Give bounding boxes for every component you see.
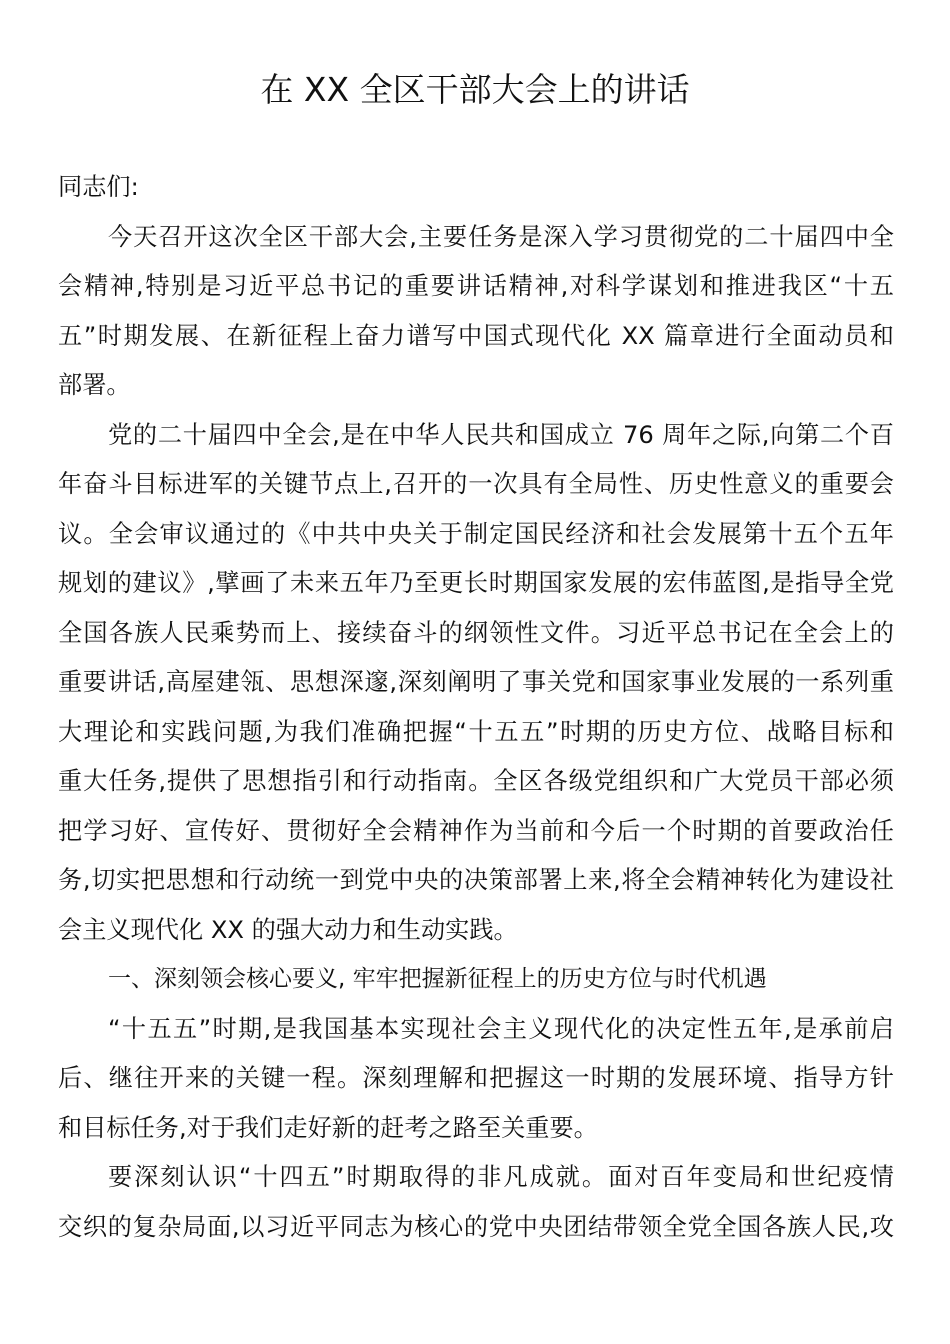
paragraph-line: 交织的复杂局面,以习近平同志为核心的党中央团结带领全党全国各族人民,攻 (58, 1212, 894, 1241)
paragraph-line: 部署。 (58, 371, 131, 399)
paragraph-line: 重大任务,提供了思想指引和行动指南。全区各级党组织和广大党员干部必须 (58, 767, 894, 795)
paragraph-line: 五”时期发展、在新征程上奋力谱写中国式现代化 XX 篇章进行全面动员和 (58, 321, 894, 350)
document-body (58, 163, 894, 1252)
section-heading-1: 一、深刻领会核心要义, 牢牢把握新征程上的历史方位与时代机遇 (108, 966, 767, 992)
paragraph-line: 全国各族人民乘势而上、接续奋斗的纲领性文件。习近平总书记在全会上的 (58, 618, 894, 647)
document-title: 在 XX 全区干部大会上的讲话 (260, 70, 690, 109)
salutation: 同志们: (58, 173, 139, 201)
paragraph-plenum (58, 411, 894, 956)
paragraph-fourteenth-plan (58, 1153, 894, 1252)
paragraph-line: 后、继往开来的关键一程。深刻理解和把握这一时期的发展环境、指导方针 (58, 1064, 894, 1092)
paragraph-line: 务,切实把思想和行动统一到党中央的决策部署上来,将全会精神转化为建设社 (58, 866, 894, 894)
paragraph-line: 今天召开这次全区干部大会,主要任务是深入学习贯彻党的二十届四中全 (108, 222, 894, 251)
paragraph-line: 年奋斗目标进军的关键节点上,召开的一次具有全局性、历史性意义的重要会 (58, 470, 894, 498)
paragraph-line: “十五五”时期,是我国基本实现社会主义现代化的决定性五年,是承前启 (108, 1014, 894, 1043)
paragraph-line: 重要讲话,高屋建瓴、思想深邃,深刻阐明了事关党和国家事业发展的一系列重 (58, 668, 894, 696)
paragraph-line: 和目标任务,对于我们走好新的赶考之路至关重要。 (58, 1113, 598, 1142)
paragraph-line: 议。全会审议通过的《中共中央关于制定国民经济和社会发展第十五个五年 (58, 519, 894, 548)
paragraph-line: 要深刻认识“十四五”时期取得的非凡成就。面对百年变局和世纪疫情 (108, 1163, 894, 1191)
paragraph-line: 会精神,特别是习近平总书记的重要讲话精神,对科学谋划和推进我区“十五 (58, 272, 894, 300)
paragraph-line: 党的二十届四中全会,是在中华人民共和国成立 76 周年之际,向第二个百 (108, 420, 894, 449)
paragraph-line: 把学习好、宣传好、贯彻好全会精神作为当前和今后一个时期的首要政治任 (58, 816, 894, 845)
paragraph-fifteenth-plan (58, 1005, 894, 1154)
paragraph-line: 会主义现代化 XX 的强大动力和生动实践。 (58, 915, 518, 944)
paragraph-line: 规划的建议》,擘画了未来五年乃至更长时期国家发展的宏伟蓝图,是指导全党 (58, 569, 894, 597)
paragraph-intro (58, 213, 894, 411)
paragraph-line: 大理论和实践问题,为我们准确把握“十五五”时期的历史方位、战略目标和 (58, 717, 894, 746)
